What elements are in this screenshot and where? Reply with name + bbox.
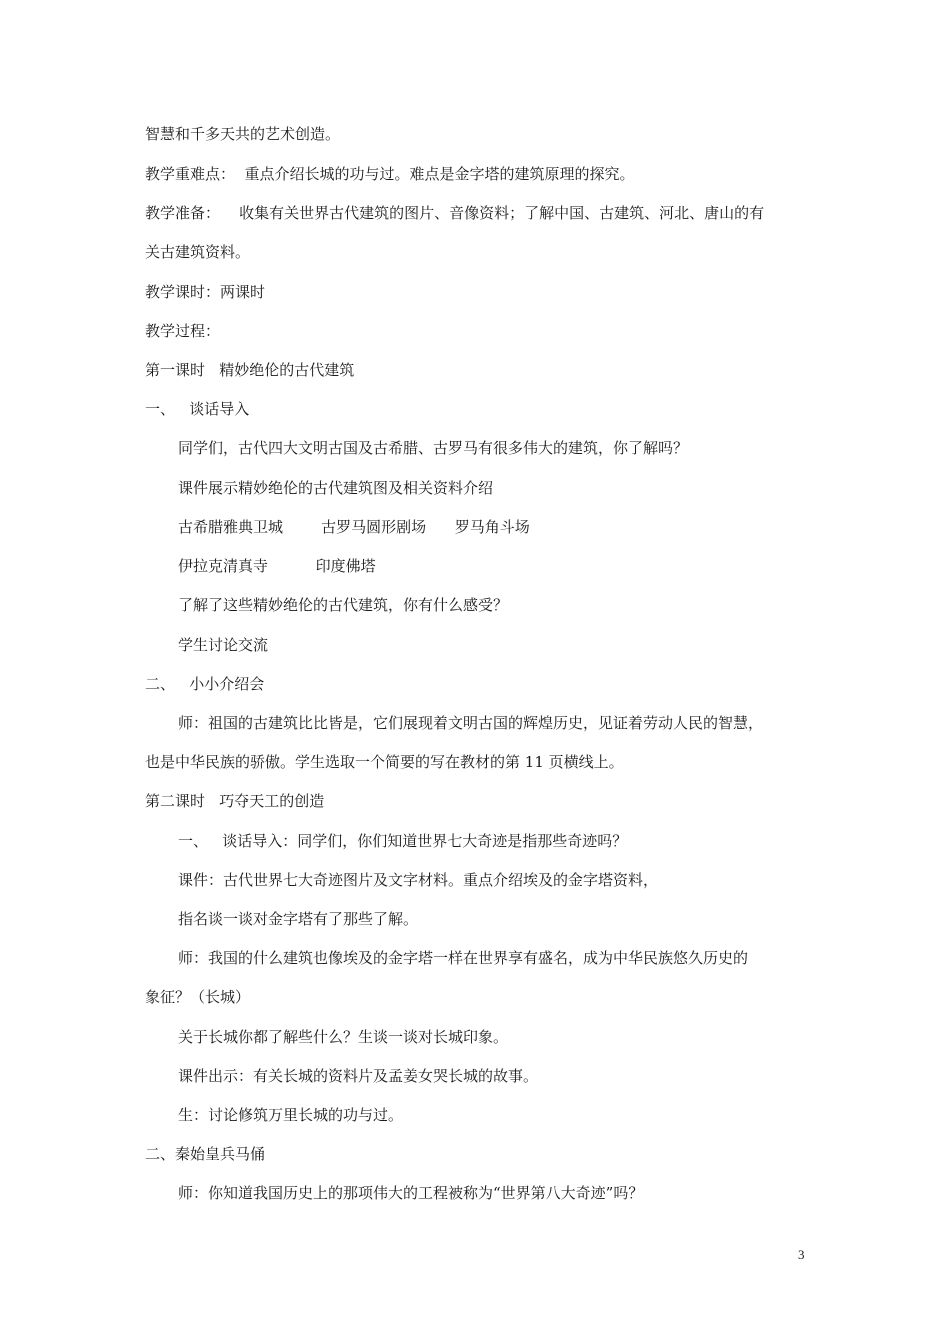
- text-line: 了解了这些精妙绝伦的古代建筑，你有什么感受？: [178, 596, 509, 614]
- text-line: 教学准备： 收集有关世界古代建筑的图片、音像资料；了解中国、古建筑、河北、唐山的有: [145, 204, 765, 222]
- section-heading: 一、 谈话导入: [145, 400, 250, 418]
- text-line: 师：我国的什么建筑也像埃及的金字塔一样在世界享有盛名，成为中华民族悠久历史的: [178, 949, 749, 967]
- text-line: 教学过程：: [145, 322, 221, 340]
- text-line: 古希腊雅典卫城 古罗马圆形剧场 罗马角斗场: [178, 518, 530, 536]
- text-line: 教学重难点： 重点介绍长城的功与过。难点是金字塔的建筑原理的探究。: [145, 165, 635, 183]
- text-line: 关于长城你都了解些什么？生谈一谈对长城印象。: [178, 1028, 509, 1046]
- lesson-heading: 第二课时 巧夺天工的创造: [145, 792, 325, 810]
- page-number: 3: [798, 1247, 805, 1262]
- text-line: 象征？（长城）: [145, 988, 251, 1006]
- text-line: 课件：古代世界七大奇迹图片及文字材料。重点介绍埃及的金字塔资料，: [178, 871, 659, 889]
- section-heading: 二、秦始皇兵马俑: [145, 1145, 266, 1163]
- text-line: 学生讨论交流: [178, 636, 269, 654]
- text-line: 伊拉克清真寺 印度佛塔: [178, 557, 376, 575]
- text-line: 教学课时：两课时: [145, 283, 266, 301]
- text-line: 师：你知道我国历史上的那项伟大的工程被称为“世界第八大奇迹”吗？: [178, 1184, 644, 1202]
- text-line: 课件展示精妙绝伦的古代建筑图及相关资料介绍: [178, 479, 494, 497]
- text-line: 智慧和千多天共的艺术创造。: [145, 125, 341, 143]
- text-line: 也是中华民族的骄傲。学生选取一个简要的写在教材的第 11 页横线上。: [145, 753, 624, 771]
- text-line: 指名谈一谈对金字塔有了那些了解。: [178, 910, 419, 928]
- text-line: 同学们，古代四大文明古国及古希腊、古罗马有很多伟大的建筑，你了解吗？: [178, 439, 689, 457]
- text-line: 关古建筑资料。: [145, 243, 251, 261]
- lesson-heading: 第一课时 精妙绝伦的古代建筑: [145, 361, 355, 379]
- text-line: 课件出示：有关长城的资料片及孟姜女哭长城的故事。: [178, 1067, 539, 1085]
- section-heading: 二、 小小介绍会: [145, 675, 265, 693]
- text-line: 师：祖国的古建筑比比皆是，它们展现着文明古国的辉煌历史，见证着劳动人民的智慧，: [178, 714, 764, 732]
- text-line: 一、 谈话导入：同学们，你们知道世界七大奇迹是指那些奇迹吗？: [178, 832, 628, 850]
- text-line: 生：讨论修筑万里长城的功与过。: [178, 1106, 404, 1124]
